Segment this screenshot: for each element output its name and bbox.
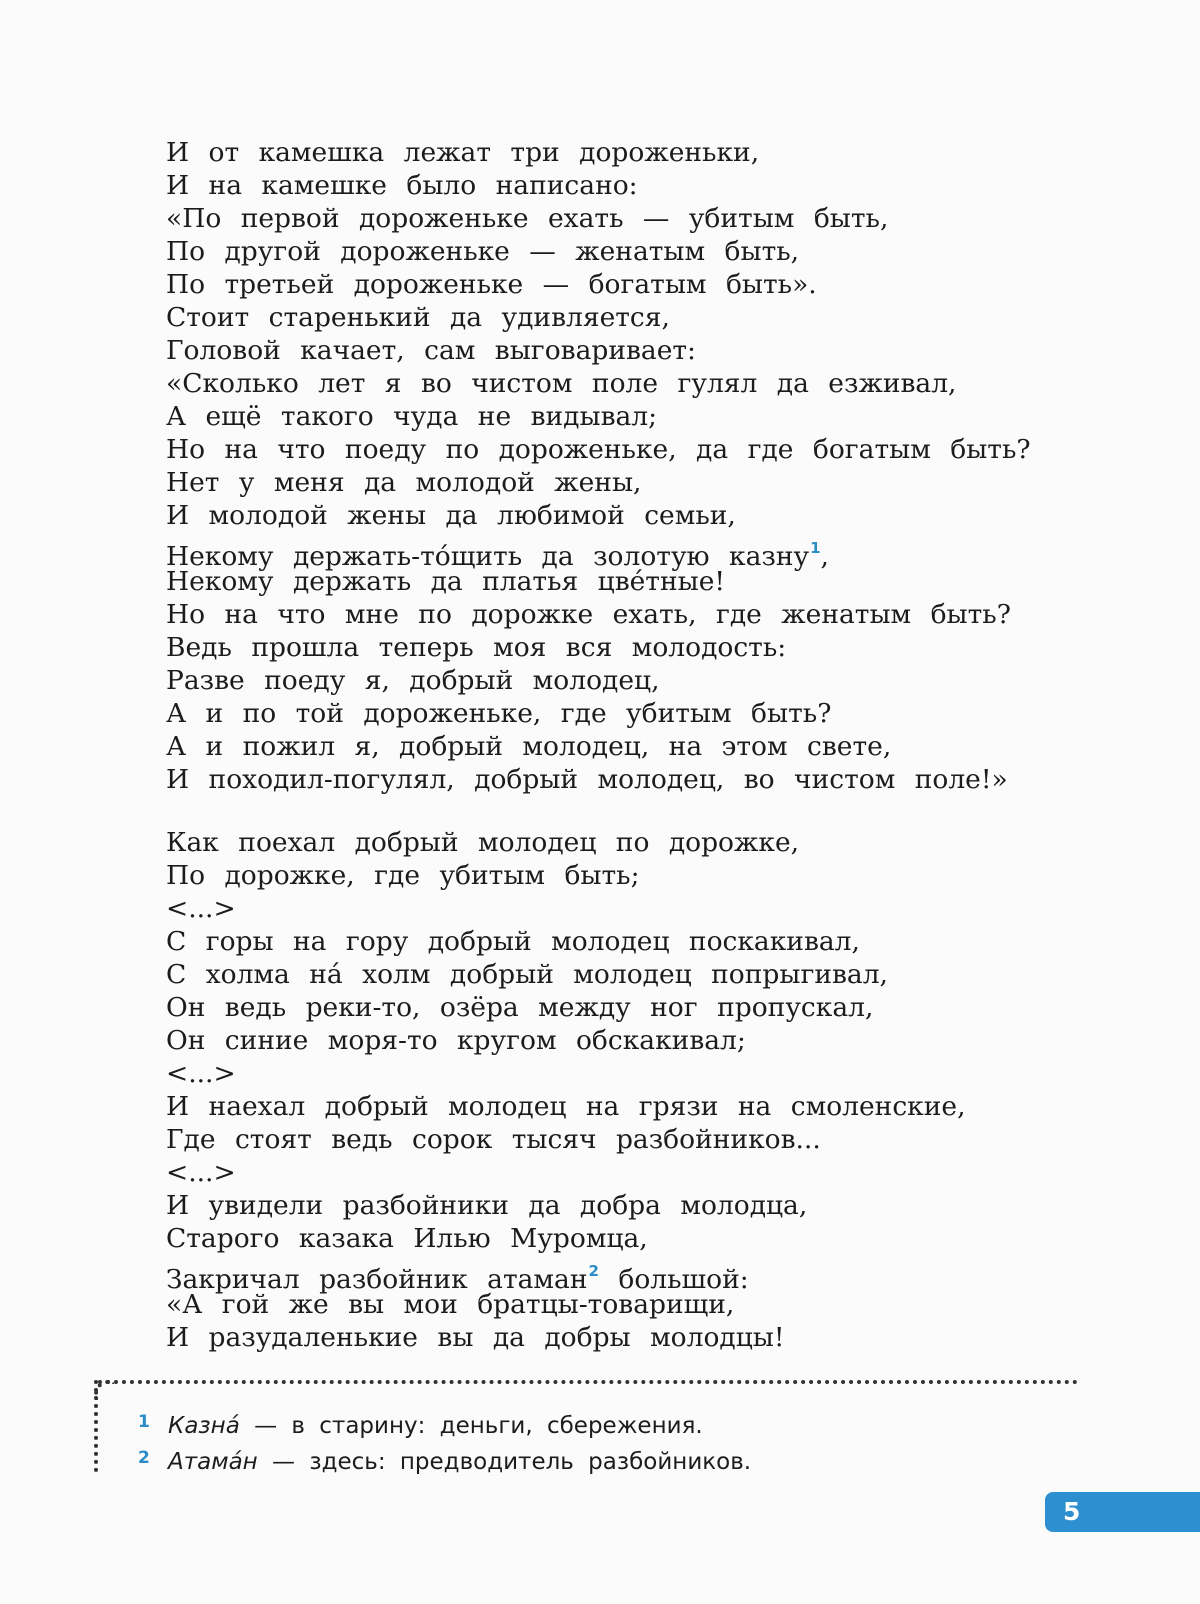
poem-line: Стоит старенький да удивляется,: [166, 302, 670, 333]
stanza-2: [166, 826, 1126, 1354]
ellipsis-omission: <...>: [166, 893, 236, 924]
poem-line: И наехал добрый молодец на грязи на смоленские,: [166, 1091, 966, 1122]
poem-line: Нет у меня да молодой жены,: [166, 467, 642, 498]
footnote-marker-1[interactable]: 1: [810, 539, 821, 557]
poem-line: Он ведь реки-то, озёра между ног пропускал,: [166, 992, 874, 1023]
poem-line: По дорожке, где убитым быть;: [166, 860, 640, 891]
poem-line-with-footnote: [166, 1255, 1126, 1295]
poem-line: Старого казака Илью Муромца,: [166, 1223, 648, 1254]
footnote-number: 2: [138, 1448, 150, 1468]
poem-line: А и пожил я, добрый молодец, на этом свете,: [166, 731, 892, 762]
footnote-divider: [98, 1380, 1078, 1384]
poem-line: Как поехал добрый молодец по дорожке,: [166, 827, 800, 858]
poem-line: Некому держать да платья цве́тные!: [166, 566, 726, 597]
poem-line-tail: большой:: [598, 1264, 749, 1295]
poem-line: И на камешке было написано:: [166, 170, 638, 201]
poem-text: [166, 136, 1126, 1354]
poem-line: А и по той дороженьке, где убитым быть?: [166, 698, 832, 729]
poem-line-tail: ,: [820, 541, 829, 572]
poem-line: С холма на́ холм добрый молодец попрыгивал,: [166, 959, 888, 990]
poem-line-with-footnote: [166, 532, 1126, 572]
stanza-1: [166, 136, 1126, 796]
footnote-number: 1: [138, 1412, 150, 1432]
poem-line: По другой дороженьке — женатым быть,: [166, 236, 800, 267]
poem-line-text: Некому держать-то́щить да золотую казну: [166, 541, 810, 572]
poem-line: «Сколько лет я во чистом поле гулял да езживал,: [166, 368, 957, 399]
poem-line: И разудаленькие вы да добры молодцы!: [166, 1322, 785, 1353]
page-number: 5: [1063, 1497, 1081, 1526]
poem-line: И от камешка лежат три дороженьки,: [166, 137, 760, 168]
poem-line: И молодой жены да любимой семьи,: [166, 500, 736, 531]
poem-line: «А гой же вы мои братцы-товарищи,: [166, 1289, 735, 1320]
poem-line: С горы на гору добрый молодец поскакивал,: [166, 926, 860, 957]
poem-line: По третьей дороженьке — богатым быть».: [166, 269, 817, 300]
page-number-tab: [1045, 1492, 1200, 1532]
poem-line: А ещё такого чуда не видывал;: [166, 401, 658, 432]
footnote-marker-2[interactable]: 2: [588, 1262, 599, 1280]
footnote-2: [138, 1440, 751, 1476]
footnote-term: Атама́н: [168, 1449, 258, 1475]
footnote-1: [138, 1404, 751, 1440]
footnote-definition: — здесь: предводитель разбойников.: [257, 1449, 752, 1475]
poem-line: Головой качает, сам выговаривает:: [166, 335, 696, 366]
poem-line: Но на что мне по дорожке ехать, где женатым быть?: [166, 599, 1011, 630]
ellipsis-omission: <...>: [166, 1157, 236, 1188]
poem-line: Ведь прошла теперь моя вся молодость:: [166, 632, 787, 663]
poem-line: И увидели разбойники да добра молодца,: [166, 1190, 808, 1221]
ellipsis-omission: <...>: [166, 1058, 236, 1089]
footnote-term: Казна́: [168, 1413, 240, 1439]
poem-line: Разве поеду я, добрый молодец,: [166, 665, 660, 696]
poem-line: И походил-погулял, добрый молодец, во чистом поле!»: [166, 764, 1008, 795]
poem-line: «По первой дороженьке ехать — убитым быть,: [166, 203, 889, 234]
footnote-definition: — в старину: деньги, сбережения.: [239, 1413, 703, 1439]
footnotes: [138, 1404, 751, 1476]
poem-line: Где стоят ведь сорок тысяч разбойников...: [166, 1124, 821, 1155]
poem-line: Но на что поеду по дороженьке, да где богатым быть?: [166, 434, 1031, 465]
poem-line: Он синие моря-то кругом обскакивал;: [166, 1025, 746, 1056]
poem-line-text: Закричал разбойник атаман: [166, 1264, 588, 1295]
